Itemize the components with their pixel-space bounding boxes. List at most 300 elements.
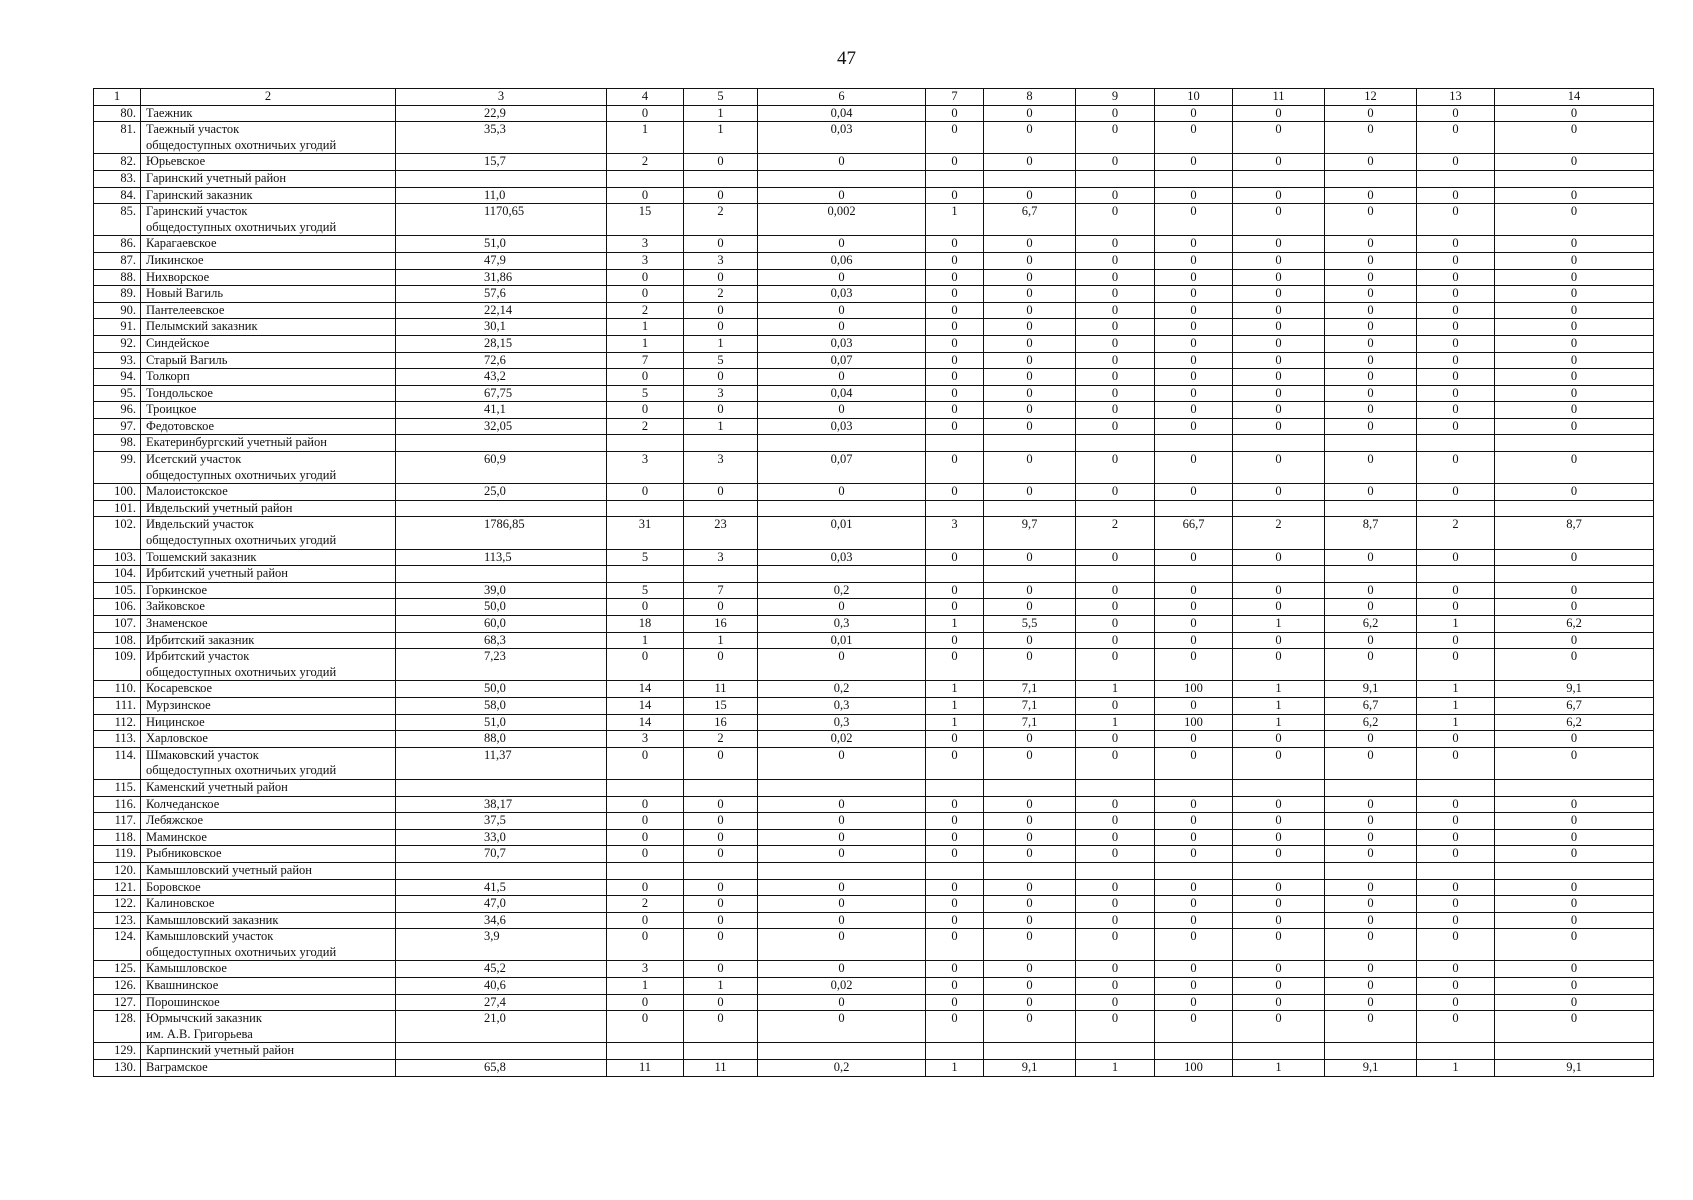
value-cell: 0 [926,649,984,681]
value-cell [1076,566,1155,583]
value-cell: 0,07 [758,452,926,484]
value-cell: 72,6 [396,352,607,369]
value-cell: 0 [984,154,1076,171]
value-cell: 6,2 [1325,714,1417,731]
value-cell [926,1043,984,1060]
row-number-cell: 105. [94,582,141,599]
value-cell: 0,07 [758,352,926,369]
value-cell: 0 [1417,418,1495,435]
value-cell [1325,862,1417,879]
value-cell: 0,03 [758,335,926,352]
value-cell: 1 [1233,616,1325,633]
value-cell: 0,06 [758,252,926,269]
value-cell [1076,779,1155,796]
value-cell: 0 [1495,319,1654,336]
value-cell: 21,0 [396,1011,607,1043]
value-cell: 0 [607,269,684,286]
row-number-cell: 125. [94,961,141,978]
value-cell: 0 [926,369,984,386]
value-cell: 3 [607,961,684,978]
value-cell: 0 [1325,912,1417,929]
value-cell: 0 [607,1011,684,1043]
value-cell: 0 [1076,122,1155,154]
value-cell: 0 [984,335,1076,352]
value-cell [607,170,684,187]
name-cell: Лебяжское [141,813,396,830]
value-cell: 0 [607,484,684,501]
value-cell: 22,14 [396,302,607,319]
value-cell: 0 [926,1011,984,1043]
value-cell: 0 [926,632,984,649]
value-cell: 0 [1155,335,1233,352]
name-cell: Толкорп [141,369,396,386]
value-cell [926,779,984,796]
value-cell: 50,0 [396,681,607,698]
row-number-cell: 123. [94,912,141,929]
value-cell: 0 [607,105,684,122]
value-cell: 1 [926,714,984,731]
value-cell: 0 [1076,796,1155,813]
value-cell [607,435,684,452]
value-cell: 0 [1417,105,1495,122]
value-cell: 0,03 [758,549,926,566]
table-row [94,697,1654,714]
value-cell: 0 [1325,418,1417,435]
name-cell: Камышловский учетный район [141,862,396,879]
value-cell [1417,779,1495,796]
value-cell: 9,7 [984,517,1076,549]
value-cell: 1 [1417,714,1495,731]
column-number-cell: 6 [758,89,926,106]
value-cell: 0 [1495,796,1654,813]
value-cell [758,500,926,517]
value-cell: 0 [1233,978,1325,995]
value-cell: 0 [1325,385,1417,402]
value-cell: 70,7 [396,846,607,863]
value-cell: 0 [926,105,984,122]
value-cell: 11 [607,1060,684,1077]
value-cell: 5 [607,385,684,402]
value-cell [1325,435,1417,452]
value-cell: 0 [758,961,926,978]
value-cell: 0 [1325,187,1417,204]
name-cell: Гаринский участок общедоступных охотничьих угодий [141,204,396,236]
value-cell: 0 [684,369,758,386]
value-cell [396,500,607,517]
row-number-cell: 119. [94,846,141,863]
value-cell: 0 [1233,813,1325,830]
value-cell: 0 [1076,731,1155,748]
row-number-cell: 96. [94,402,141,419]
value-cell [1155,779,1233,796]
value-cell: 0 [1076,978,1155,995]
value-cell: 1 [684,632,758,649]
value-cell: 0 [1233,385,1325,402]
value-cell: 0 [758,369,926,386]
name-cell: Ирбитский участок общедоступных охотничьих угодий [141,649,396,681]
value-cell: 30,1 [396,319,607,336]
value-cell: 0 [1417,369,1495,386]
value-cell: 0 [1076,697,1155,714]
table-row [94,978,1654,995]
value-cell: 0 [1155,582,1233,599]
value-cell: 1 [1417,697,1495,714]
name-cell: Ивдельский участок общедоступных охотничьих угодий [141,517,396,549]
value-cell: 31,86 [396,269,607,286]
value-cell: 0 [1155,961,1233,978]
value-cell: 0 [1417,896,1495,913]
value-cell: 0 [1076,616,1155,633]
value-cell [607,779,684,796]
value-cell: 2 [684,286,758,303]
value-cell: 7,23 [396,649,607,681]
value-cell: 0 [1495,912,1654,929]
row-number-cell: 89. [94,286,141,303]
value-cell: 45,2 [396,961,607,978]
value-cell [684,500,758,517]
name-cell: Камышловский участок общедоступных охотничьих угодий [141,929,396,961]
row-number-cell: 104. [94,566,141,583]
value-cell: 2 [607,154,684,171]
name-cell: Ирбитский заказник [141,632,396,649]
value-cell: 0 [1155,599,1233,616]
value-cell: 0 [984,747,1076,779]
value-cell: 0 [926,286,984,303]
row-number-cell: 80. [94,105,141,122]
header-row [94,89,1654,106]
value-cell: 14 [607,681,684,698]
value-cell [1325,566,1417,583]
value-cell: 15 [684,697,758,714]
row-number-cell: 121. [94,879,141,896]
row-number-cell: 92. [94,335,141,352]
value-cell: 0,2 [758,582,926,599]
value-cell: 0 [1076,896,1155,913]
value-cell: 0 [926,352,984,369]
name-cell: Тошемский заказник [141,549,396,566]
value-cell: 0 [1325,632,1417,649]
name-cell: Юрьевское [141,154,396,171]
value-cell: 0 [1495,896,1654,913]
value-cell: 0 [1233,896,1325,913]
row-number-cell: 99. [94,452,141,484]
value-cell: 0 [1155,929,1233,961]
value-cell: 2 [684,204,758,236]
value-cell [984,862,1076,879]
value-cell: 0 [1233,269,1325,286]
value-cell: 0 [984,105,1076,122]
value-cell: 16 [684,714,758,731]
value-cell: 0 [926,929,984,961]
value-cell: 0 [926,978,984,995]
value-cell: 0 [1155,286,1233,303]
value-cell: 0 [1076,105,1155,122]
table-row [94,796,1654,813]
value-cell: 0 [607,829,684,846]
row-number-cell: 112. [94,714,141,731]
value-cell: 0 [926,122,984,154]
value-cell [607,500,684,517]
value-cell: 0 [984,879,1076,896]
value-cell [684,435,758,452]
value-cell: 35,3 [396,122,607,154]
value-cell: 60,9 [396,452,607,484]
value-cell: 0 [1233,187,1325,204]
value-cell: 0 [1495,204,1654,236]
table-row [94,714,1654,731]
value-cell: 0 [1325,269,1417,286]
value-cell: 0 [1417,599,1495,616]
value-cell: 0 [1495,302,1654,319]
value-cell: 0 [1155,649,1233,681]
value-cell: 0 [1076,352,1155,369]
value-cell: 0 [758,484,926,501]
value-cell [1325,1043,1417,1060]
value-cell: 0 [758,649,926,681]
value-cell: 3,9 [396,929,607,961]
name-cell: Ваграмское [141,1060,396,1077]
value-cell: 0 [1233,452,1325,484]
value-cell: 0 [758,747,926,779]
value-cell: 0 [984,452,1076,484]
value-cell: 0,02 [758,731,926,748]
table-row [94,929,1654,961]
value-cell: 0 [984,385,1076,402]
table-row [94,681,1654,698]
row-number-cell: 88. [94,269,141,286]
table-row [94,484,1654,501]
value-cell: 3 [684,252,758,269]
value-cell: 0 [1233,879,1325,896]
value-cell: 0 [984,302,1076,319]
value-cell: 9,1 [1495,681,1654,698]
value-cell: 0 [607,879,684,896]
value-cell: 0 [1076,912,1155,929]
value-cell: 0 [1076,599,1155,616]
name-cell: Малоистокское [141,484,396,501]
table-row [94,418,1654,435]
value-cell: 0 [758,846,926,863]
value-cell: 0 [1417,929,1495,961]
value-cell: 9,1 [984,1060,1076,1077]
value-cell: 0 [1417,385,1495,402]
value-cell: 66,7 [1155,517,1233,549]
value-cell: 0 [984,484,1076,501]
value-cell: 0 [1495,369,1654,386]
value-cell: 0 [984,829,1076,846]
value-cell: 0 [1076,335,1155,352]
value-cell: 0 [1155,697,1233,714]
value-cell: 0 [1233,154,1325,171]
value-cell: 25,0 [396,484,607,501]
value-cell: 0 [1495,484,1654,501]
value-cell: 0 [1325,549,1417,566]
value-cell: 1170,65 [396,204,607,236]
value-cell: 0 [1417,846,1495,863]
value-cell: 31 [607,517,684,549]
value-cell: 0 [1417,813,1495,830]
table-row [94,286,1654,303]
value-cell: 2 [607,896,684,913]
value-cell: 57,6 [396,286,607,303]
value-cell: 0 [926,582,984,599]
value-cell: 47,0 [396,896,607,913]
value-cell: 0 [926,335,984,352]
value-cell: 0 [684,829,758,846]
value-cell: 0 [1325,896,1417,913]
table-row [94,961,1654,978]
value-cell: 58,0 [396,697,607,714]
value-cell [984,779,1076,796]
value-cell: 0 [984,236,1076,253]
value-cell: 0 [607,747,684,779]
name-cell: Пантелеевское [141,302,396,319]
table-row [94,352,1654,369]
value-cell: 0 [1417,879,1495,896]
value-cell: 0 [1417,187,1495,204]
value-cell: 0 [684,994,758,1011]
table-row [94,599,1654,616]
value-cell: 0 [1325,154,1417,171]
value-cell: 0 [926,912,984,929]
value-cell: 0 [984,961,1076,978]
value-cell: 5 [684,352,758,369]
value-cell: 0 [926,879,984,896]
value-cell [1155,862,1233,879]
value-cell: 5 [607,582,684,599]
value-cell: 0 [1325,252,1417,269]
value-cell: 2 [684,731,758,748]
value-cell: 16 [684,616,758,633]
column-number-cell: 1 [94,89,141,106]
value-cell: 0 [758,813,926,830]
value-cell: 0 [1233,204,1325,236]
value-cell: 0 [1155,813,1233,830]
value-cell: 34,6 [396,912,607,929]
value-cell: 0 [758,929,926,961]
value-cell [1155,435,1233,452]
value-cell: 0 [1233,961,1325,978]
value-cell: 0 [1076,286,1155,303]
table-row [94,649,1654,681]
value-cell [926,500,984,517]
value-cell [607,862,684,879]
value-cell: 0 [1325,978,1417,995]
value-cell: 0 [1233,582,1325,599]
name-cell: Синдейское [141,335,396,352]
value-cell: 0 [1417,302,1495,319]
value-cell: 0 [1155,994,1233,1011]
value-cell: 0 [984,122,1076,154]
value-cell: 0 [926,302,984,319]
value-cell: 37,5 [396,813,607,830]
row-number-cell: 85. [94,204,141,236]
value-cell: 1 [1076,1060,1155,1077]
value-cell: 0 [926,846,984,863]
value-cell: 0 [1495,154,1654,171]
value-cell: 1 [926,681,984,698]
value-cell: 0 [1076,813,1155,830]
value-cell: 0 [758,829,926,846]
value-cell [758,435,926,452]
row-number-cell: 117. [94,813,141,830]
row-number-cell: 107. [94,616,141,633]
value-cell: 0 [684,269,758,286]
value-cell: 3 [684,452,758,484]
value-cell: 2 [1233,517,1325,549]
name-cell: Таежный участок общедоступных охотничьих угодий [141,122,396,154]
table-row [94,500,1654,517]
value-cell: 0 [1155,269,1233,286]
value-cell: 0 [1155,879,1233,896]
value-cell: 33,0 [396,829,607,846]
table-row [94,896,1654,913]
value-cell: 1 [1076,681,1155,698]
name-cell: Карагаевское [141,236,396,253]
value-cell: 0 [926,813,984,830]
value-cell: 0 [926,484,984,501]
value-cell: 0 [607,369,684,386]
value-cell: 0 [1495,385,1654,402]
value-cell: 0 [1325,369,1417,386]
value-cell: 0 [1495,418,1654,435]
table-row [94,122,1654,154]
value-cell: 2 [607,302,684,319]
row-number-cell: 108. [94,632,141,649]
value-cell: 1 [1233,697,1325,714]
value-cell [984,1043,1076,1060]
table-row [94,369,1654,386]
value-cell: 0 [1155,632,1233,649]
value-cell: 0 [1155,352,1233,369]
value-cell: 0 [684,796,758,813]
value-cell: 9,1 [1325,1060,1417,1077]
value-cell [684,779,758,796]
value-cell: 0 [926,599,984,616]
value-cell: 0 [1076,549,1155,566]
value-cell: 0 [1495,747,1654,779]
value-cell: 0 [1495,582,1654,599]
value-cell [1417,500,1495,517]
value-cell: 0 [1233,632,1325,649]
name-cell: Гаринский заказник [141,187,396,204]
value-cell: 0 [926,236,984,253]
value-cell: 3 [684,549,758,566]
table-row [94,269,1654,286]
value-cell: 0 [1417,912,1495,929]
value-cell: 0 [758,269,926,286]
value-cell: 14 [607,714,684,731]
value-cell: 0 [1076,154,1155,171]
row-number-cell: 82. [94,154,141,171]
value-cell: 1 [684,978,758,995]
value-cell: 0 [1233,286,1325,303]
value-cell [684,862,758,879]
value-cell [926,862,984,879]
name-cell: Пелымский заказник [141,319,396,336]
value-cell: 0 [984,369,1076,386]
value-cell: 0 [984,599,1076,616]
value-cell: 0 [1417,796,1495,813]
value-cell: 7 [607,352,684,369]
column-number-cell: 8 [984,89,1076,106]
row-number-cell: 115. [94,779,141,796]
table-row [94,566,1654,583]
value-cell: 0 [758,912,926,929]
value-cell: 3 [607,731,684,748]
table-row [94,170,1654,187]
value-cell: 0 [1495,813,1654,830]
